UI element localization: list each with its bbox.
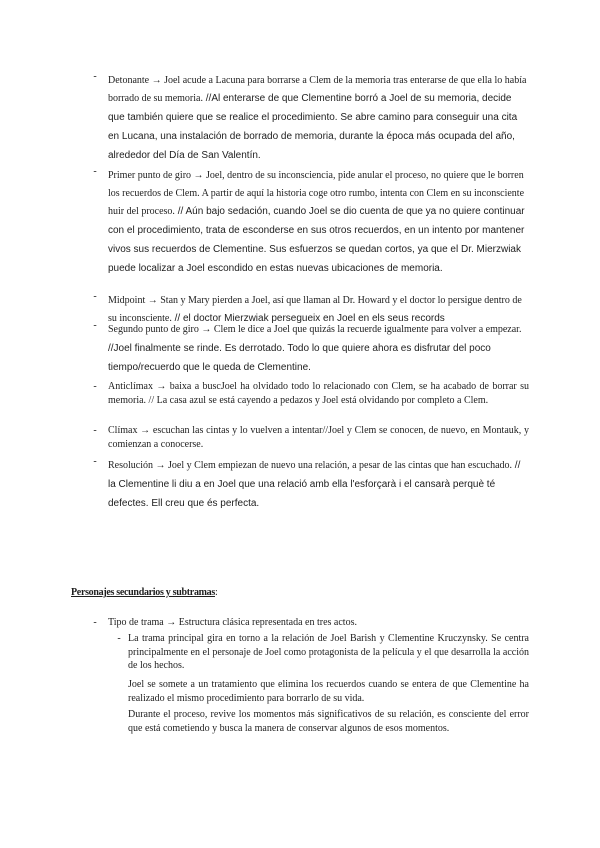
section-heading [71, 587, 217, 598]
bullet-segundo-punto [92, 319, 529, 376]
bullet-serif-text: Segundo punto de giro → Clem le dice a Joel que quizás la recuerde igualmente para volver a empezar. [108, 324, 522, 335]
bullet-dash: - [93, 291, 97, 302]
bullet-sans-text: // el doctor Mierzwiak persegueix en Joel en els seus records [171, 313, 445, 324]
plot-type-text: Tipo de trama → Estructura clásica representada en tres actos. [108, 617, 357, 628]
bullet-sans-text: // Aún bajo sedación, cuando Joel se dio cuenta de que ya no quiere continuar con el procedimiento, trata de esconderse en sus otros recuerdos, en un intento por mantener vivos sus recuerdos de Clementine. Sus esfuerzos se quedan cortos, ya que el Dr. Mierzwiak puede localizar a Joel escondido en estas nuevas ubicaciones de memoria. [108, 206, 525, 274]
bullet-dash: - [93, 381, 97, 392]
sub-item-process [128, 708, 529, 735]
bullet-dash: - [93, 166, 97, 177]
bullet-serif-text: Detonante → Joel acude a Lacuna para borrarse a Clem de la memoria tras enterarse de que ella lo había borrado de su memoria. [108, 75, 527, 104]
bullet-primer-punto [92, 165, 529, 277]
sub-item-text: Joel se somete a un tratamiento que elimina los recuerdos cuando se entera de que Clementine ha realizado el mismo procedimiento para borrarlo de su vida. [128, 679, 529, 704]
bullet-serif-text: Anticlímax → baixa a buscJoel ha olvidado todo lo relacionado con Clem, se ha acabado de borrar su memoria. // La casa azul se está cayendo a pedazos y Joel está olvidando por completo a Clem. [108, 381, 529, 406]
section-heading-suffix: : [214, 587, 218, 598]
bullet-dash: - [93, 617, 97, 628]
sub-item-text: La trama principal gira en torno a la relación de Joel Barish y Clementine Kruczynsky. Se centra principalmente en el personaje de Joel como protagonista de la película y el que desarrolla la acción de los hechos. [128, 633, 529, 671]
sub-item-main-plot [117, 632, 529, 673]
bullet-detonante [92, 70, 529, 164]
section-heading-text: Personajes secundarios y subtramas [71, 587, 215, 598]
bullet-serif-text: Clímax → escuchan las cintas y lo vuelven a intentar//Joel y Clem se conocen, de nuevo, en Montauk, y comienzan a conocerse. [108, 425, 529, 450]
bullet-serif-text: Resolución → Joel y Clem empiezan de nuevo una relación, a pesar de las cintas que han escuchado. [108, 460, 513, 471]
bullet-serif-text: Midpoint → Stan y Mary pierden a Joel, así que llaman al Dr. Howard y el doctor lo persigue dentro de su inconsciente. [108, 295, 522, 324]
sub-item-text: Durante el proceso, revive los momentos más significativos de su relación, es consciente del error que está cometiendo y busca la manera de conservar algunos de esos momentos. [128, 709, 529, 734]
bullet-climax [92, 424, 529, 451]
bullet-tipo-trama [92, 616, 529, 630]
bullet-sans-text: //Al enterarse de que Clementine borró a Joel de su memoria, decide que también quiere que se realice el procedimiento. Se abre camino para conseguir una cita en Lucana, una instalación de borrado de memoria, durante la época más ocupada del año, alrededor del Día de San Valentín. [108, 93, 518, 161]
sub-bullet-dash: - [117, 633, 121, 644]
bullet-sans-text: //Joel finalmente se rinde. Es derrotado. Todo lo que quiere ahora es disfrutar del poco tiempo/recuerdo que le queda de Clementine. [108, 343, 491, 373]
bullet-dash: - [93, 71, 97, 82]
bullet-anticlimax [92, 380, 529, 407]
sub-item-treatment [128, 678, 529, 705]
bullet-serif-text: Primer punto de giro → Joel, dentro de su inconsciencia, pide anular el proceso, no quiere que le borren los recuerdos de Clem. A partir de aquí la historia coge otro rumbo, intenta con Clem en su inconsciente huir del proceso. [108, 170, 525, 217]
bullet-sans-text: // la Clementine li diu a en Joel que una relació amb ella l'esforçarà i el cansarà perquè té defectes. Ell creu que és perfecta. [108, 460, 521, 509]
bullet-dash: - [93, 425, 97, 436]
bullet-dash: - [93, 456, 97, 467]
bullet-resolucion [92, 455, 529, 512]
bullet-dash: - [93, 320, 97, 331]
